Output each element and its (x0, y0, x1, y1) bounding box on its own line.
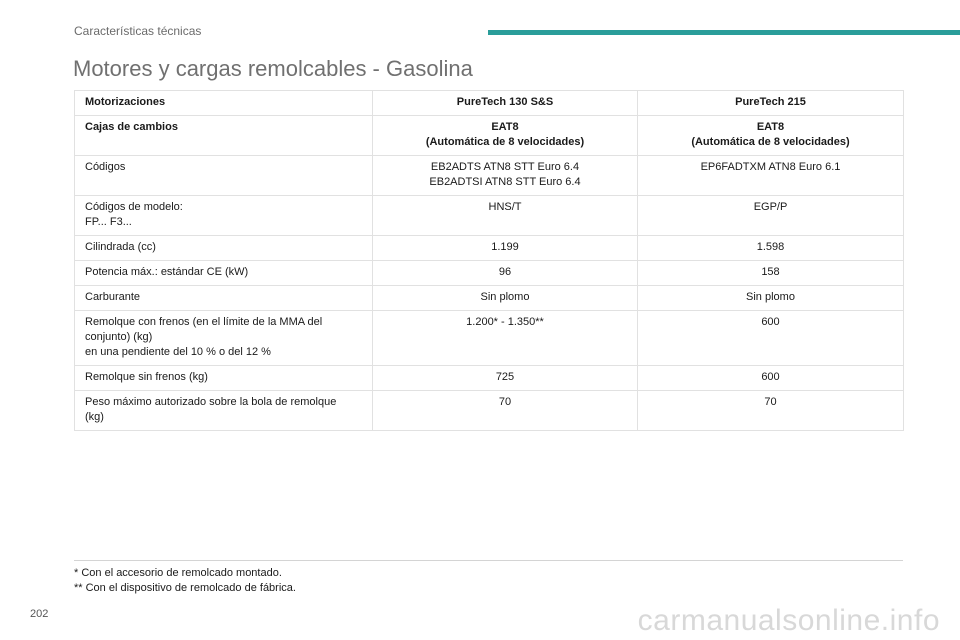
footnote-2: ** Con el dispositivo de remolcado de fábrica. (74, 582, 296, 594)
value-cell-puretech-130 (373, 116, 638, 156)
header-accent-bar (488, 30, 960, 35)
cell-line: (Automática de 8 velocidades) (425, 136, 585, 148)
cell-line: FP... F3... (85, 216, 132, 228)
value-cell-puretech-130 (373, 156, 638, 196)
cell-line: Sin plomo (480, 291, 530, 303)
cell-line: Sin plomo (746, 291, 795, 303)
row-label-cell (75, 261, 373, 286)
cell-line: PureTech 215 (735, 96, 806, 108)
cell-line: Cajas de cambios (85, 121, 178, 133)
footnote-1: * Con el accesorio de remolcado montado. (74, 567, 282, 579)
cell-line: 70 (498, 396, 512, 408)
value-cell-puretech-215 (638, 366, 904, 391)
value-cell-puretech-130 (373, 196, 638, 236)
table-row (75, 286, 904, 311)
value-cell-puretech-130 (373, 236, 638, 261)
value-cell-puretech-130 (373, 391, 638, 431)
cell-line: Códigos de modelo: (85, 201, 183, 213)
cell-line: EGP/P (753, 201, 788, 213)
cell-line: EAT8 (491, 121, 519, 133)
cell-line: 70 (764, 396, 777, 408)
value-cell-puretech-130 (373, 91, 638, 116)
value-cell-puretech-215 (638, 156, 904, 196)
table-row (75, 311, 904, 366)
row-label-cell (75, 236, 373, 261)
table-row (75, 261, 904, 286)
cell-line: conjunto) (kg) (85, 331, 153, 343)
row-label-cell (75, 91, 373, 116)
watermark: carmanualsonline.info (637, 604, 940, 637)
cell-line: PureTech 130 S&S (456, 96, 554, 108)
section-header: Características técnicas (74, 24, 202, 38)
cell-line: 96 (498, 266, 512, 278)
value-cell-puretech-130 (373, 261, 638, 286)
footnote-divider (74, 560, 903, 561)
cell-line: EAT8 (756, 121, 785, 133)
cell-line: Potencia máx.: estándar CE (kW) (85, 266, 249, 278)
cell-line: 725 (495, 371, 515, 383)
cell-line: Códigos (85, 161, 126, 173)
value-cell-puretech-215 (638, 116, 904, 156)
cell-line: 158 (761, 266, 780, 278)
cell-line: Carburante (85, 291, 141, 303)
cell-line: 600 (761, 371, 780, 383)
cell-line: EB2ADTSI ATN8 STT Euro 6.4 (429, 176, 581, 188)
value-cell-puretech-215 (638, 286, 904, 311)
spec-table (74, 90, 904, 431)
row-label-cell (75, 156, 373, 196)
row-label-cell (75, 116, 373, 156)
table-row (75, 391, 904, 431)
spec-table-body (75, 91, 904, 431)
value-cell-puretech-130 (373, 366, 638, 391)
cell-line: en una pendiente del 10 % o del 12 % (85, 346, 271, 358)
row-label-cell (75, 196, 373, 236)
value-cell-puretech-215 (638, 261, 904, 286)
value-cell-puretech-215 (638, 236, 904, 261)
cell-line: EP6FADTXM ATN8 Euro 6.1 (700, 161, 841, 173)
row-label-cell (75, 311, 373, 366)
value-cell-puretech-215 (638, 311, 904, 366)
value-cell-puretech-215 (638, 196, 904, 236)
value-cell-puretech-215 (638, 91, 904, 116)
cell-line: 1.199 (491, 241, 519, 253)
value-cell-puretech-215 (638, 391, 904, 431)
cell-line: (Automática de 8 velocidades) (691, 136, 850, 148)
page-title: Motores y cargas remolcables - Gasolina (73, 56, 473, 81)
value-cell-puretech-130 (373, 311, 638, 366)
footnotes (74, 566, 296, 596)
cell-line: EB2ADTS ATN8 STT Euro 6.4 (430, 161, 580, 173)
cell-line: (kg) (85, 411, 104, 423)
row-label-cell (75, 366, 373, 391)
table-row (75, 116, 904, 156)
table-row (75, 196, 904, 236)
cell-line: Remolque sin frenos (kg) (85, 371, 208, 383)
cell-line: 600 (761, 316, 780, 328)
cell-line: 1.200* - 1.350** (466, 316, 544, 328)
cell-line: Remolque con frenos (en el límite de la MMA del (85, 316, 323, 328)
cell-line: Peso máximo autorizado sobre la bola de remolque (85, 396, 337, 408)
row-label-cell (75, 391, 373, 431)
value-cell-puretech-130 (373, 286, 638, 311)
cell-line: Cilindrada (cc) (85, 241, 156, 253)
row-label-cell (75, 286, 373, 311)
table-row (75, 236, 904, 261)
table-row (75, 156, 904, 196)
cell-line: 1.598 (756, 241, 785, 253)
cell-line: HNS/T (488, 201, 522, 213)
table-row (75, 366, 904, 391)
cell-line: Motorizaciones (85, 96, 166, 108)
table-row (75, 91, 904, 116)
page-number: 202 (30, 608, 49, 620)
